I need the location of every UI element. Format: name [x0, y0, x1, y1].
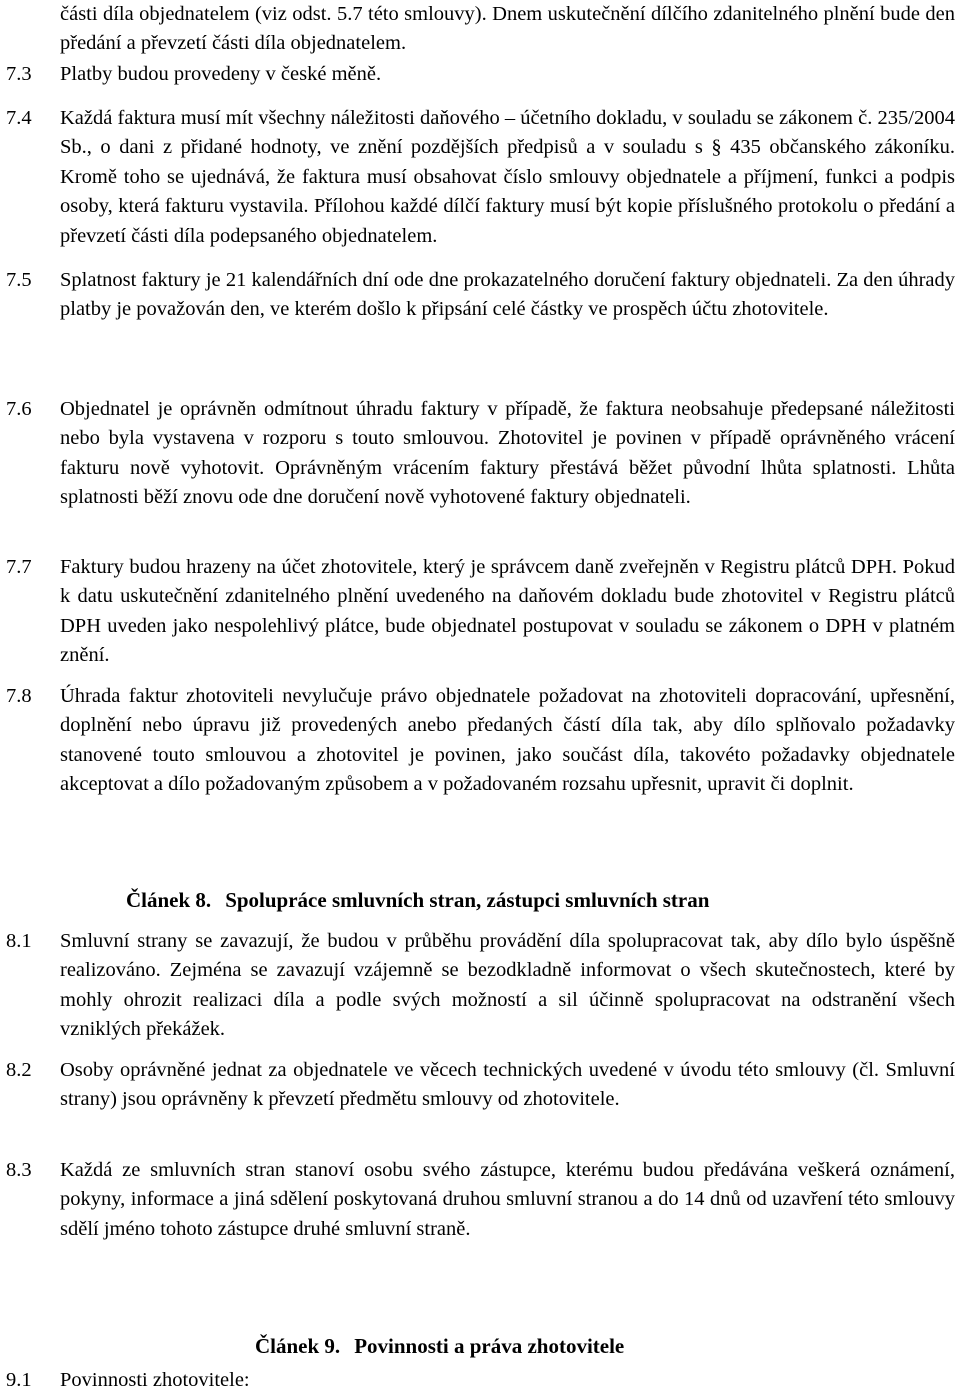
article-9-heading [255, 1331, 624, 1361]
section-number: 8.3 [6, 1159, 32, 1181]
section-number: 8.1 [6, 930, 32, 952]
article-label: Článek 8. [126, 888, 212, 912]
section-text: Objednatel je oprávněn odmítnout úhradu faktury v případě, že faktura neobsahuje předepsané náležitosti nebo byla vystavena v rozporu s touto smlouvou. Zhotovitel je povinen v případě oprávněného vrácení fakturu nově vyhotovit. Oprávněným vrácením faktury přestává běžet původní lhůta splatnosti. Lhůta splatnosti běží znovu ode dne doručení nově vyhotovené faktury objednateli. [60, 398, 955, 509]
section-text: Každá ze smluvních stran stanoví osobu svého zástupce, kterému budou předávána veškerá oznámení, pokyny, informace a jiná sdělení poskytovaná druhou smluvní stranou a do 14 dnů od uzavření této smlouvy sdělí jméno tohoto zástupce druhé smluvní straně. [60, 1159, 955, 1240]
section-number: 7.6 [6, 398, 32, 420]
section-7-8 [0, 682, 958, 800]
article-8-heading [126, 885, 709, 915]
section-8-2 [0, 1056, 958, 1115]
section-8-1 [0, 927, 958, 1045]
section-9-1 [0, 1366, 958, 1395]
section-text: Osoby oprávněné jednat za objednatele ve věcech technických uvedené v úvodu této smlouvy (čl. Smluvní strany) jsou oprávněny k převzetí předmětu smlouvy od zhotovitele. [60, 1059, 955, 1111]
section-7-5 [0, 266, 958, 325]
section-number: 7.8 [6, 685, 32, 707]
section-number: 7.7 [6, 556, 32, 578]
article-title: Povinnosti a práva zhotovitele [354, 1334, 625, 1358]
section-text: Smluvní strany se zavazují, že budou v průběhu provádění díla spolupracovat tak, aby dílo bylo úspěšně realizováno. Zejména se zavazují vzájemně se bezodkladně informovat o všech skutečnostech, které by mohly ohrozit realizaci díla a podle svých možností a sil účinně spolupracovat na odstranění všech vzniklých překážek. [60, 930, 955, 1041]
section-7-3 [0, 60, 958, 89]
section-number: 7.5 [6, 269, 32, 291]
section-text: Každá faktura musí mít všechny náležitosti daňového – účetního dokladu, v souladu se zákonem č. 235/2004 Sb., o dani z přidané hodnoty, ve znění pozdějších předpisů a v souladu s § 435 občanského zákoníku. Kromě toho se ujednává, že faktura musí obsahovat číslo smlouvy objednatele a příjmení, funkci a podpis osoby, která fakturu vystavila. Přílohou každé dílčí faktury musí být kopie příslušného protokolu o předání a převzetí části díla podepsaného objednatelem. [60, 107, 955, 247]
article-title: Spolupráce smluvních stran, zástupci smluvních stran [225, 888, 710, 912]
section-text: Platby budou provedeny v české měně. [60, 63, 382, 85]
section-number: 9.1 [6, 1369, 32, 1391]
section-text: Úhrada faktur zhotoviteli nevylučuje právo objednatele požadovat na zhotoviteli dopracování, upřesnění, doplnění nebo úpravu již provedených anebo předaných částí díla tak, aby dílo splňovalo požadavky stanovené touto smlouvou a zhotovitel je povinen, jako součást díla, takovéto požadavky objednatele akceptovat a dílo požadovaným způsobem a v požadovaném rozsahu upřesnit, upravit či doplnit. [60, 685, 955, 796]
section-7-6 [0, 395, 958, 513]
section-number: 8.2 [6, 1059, 32, 1081]
section-number: 7.4 [6, 107, 32, 129]
section-text: Splatnost faktury je 21 kalendářních dní ode dne prokazatelného doručení faktury objednateli. Za den úhrady platby je považován den, ve kterém došlo k připsání celé částky ve prospěch účtu zhotovitele. [60, 269, 955, 321]
section-8-3 [0, 1156, 958, 1244]
section-text: Povinnosti zhotovitele: [60, 1369, 250, 1391]
article-label: Článek 9. [255, 1334, 341, 1358]
section-number: 7.3 [6, 63, 32, 85]
section-7-4 [0, 104, 958, 251]
section-7-7 [0, 553, 958, 671]
section-text: Faktury budou hrazeny na účet zhotovitele, který je správcem daně zveřejněn v Registru plátců DPH. Pokud k datu uskutečnění zdanitelného plnění uvedeného na daňovém dokladu bude zhotovitel v Registru plátců DPH uveden jako nespolehlivý plátce, bude objednatel postupovat v souladu se zákonem o DPH v platném znění. [60, 556, 955, 667]
top-fragment-text: části díla objednatelem (viz odst. 5.7 této smlouvy). Dnem uskutečnění dílčího zdanitelného plnění bude den předání a převzetí části díla objednatelem. [60, 3, 955, 55]
top-fragment-paragraph [0, 0, 958, 59]
